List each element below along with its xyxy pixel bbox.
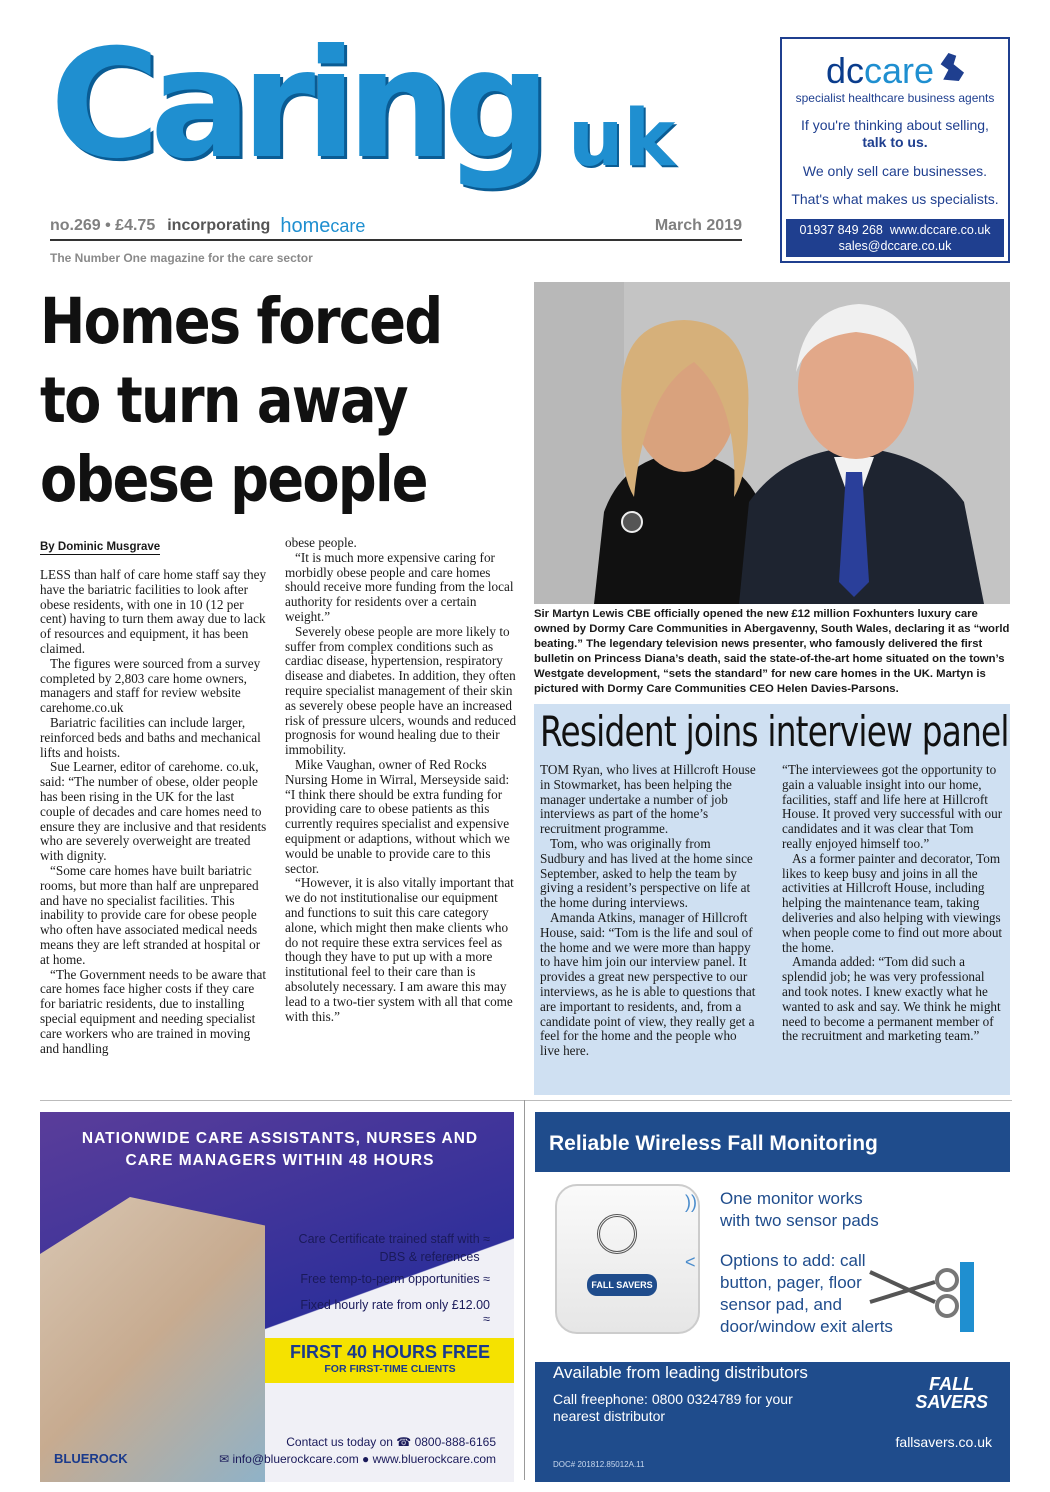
speaker-icon — [597, 1214, 637, 1254]
bluerock-logo: BLUEROCK — [54, 1451, 128, 1466]
sensor-cable-icon — [865, 1262, 975, 1332]
incorporating-label: incorporating — [167, 217, 271, 234]
dccare-line-3: That's what makes us specialists. — [791, 191, 999, 208]
fallsavers-phone: Call freephone: 0800 0324789 for your nearest distributor — [553, 1391, 793, 1424]
bluerock-contact: Contact us today on ☎ 0800-888-6165 ✉ info@bluerockcare.com ● www.bluerockcare.com — [219, 1435, 496, 1466]
free-hours-banner: FIRST 40 HOURS FREE FOR FIRST-TIME CLIENTS — [265, 1338, 514, 1383]
wifi-icon: )) — [685, 1192, 697, 1212]
uk-map-icon — [938, 53, 964, 81]
masthead-logo — [48, 18, 698, 205]
device-logo: FALL SAVERS — [587, 1274, 657, 1296]
dccare-contact: 01937 849 268 www.dccare.co.uk sales@dccare.co.uk — [786, 219, 1004, 258]
fallsavers-feature-1: One monitor works with two sensor pads — [720, 1189, 879, 1230]
tagline: The Number One magazine for the care sector — [50, 251, 313, 265]
dccare-advert[interactable] — [780, 37, 1010, 263]
divider — [524, 1100, 525, 1480]
opening-photo — [534, 282, 1010, 604]
bluerock-bullet: Free temp-to-perm opportunities ≈ — [300, 1272, 490, 1286]
photo-caption: Sir Martyn Lewis CBE officially opened the new £12 million Foxhunters luxury care owned by Dormy Care Communities in Abergavenny, South Wales, declaring it as “world beating.” The legendary television news presenter, who famously delivered the first bulletin on Princess Diana’s death, said the state-of-the-art home situated on the town’s Westgate development, “sets the standard” for new care homes in the UK. Martyn is pictured with Dormy Care Communities CEO Helen Davies-Parsons. — [534, 608, 1010, 695]
dccare-line-2: We only sell care businesses. — [802, 162, 988, 179]
resident-headline: Resident joins interview panel — [540, 707, 1009, 756]
dccare-subtitle: specialist healthcare business agents — [795, 91, 995, 105]
lead-column-1: LESS than half of care home staff say they have the bariatric facilities to look after obese residents, with one in 10 (12 per cent) having to turn them away due to lack of resources and equipment, it has been claimed. The figures were sourced from a survey completed by 2,803 care home owners, managers and staff for review website carehome.co.uk Bariatric facilities can include larger, reinforced beds and baths and mechanical lifts and hoists. Sue Learner, editor of carehome. co.uk, said: “The number of obese, older people has been rising in the UK for the last couple of decades and care homes need to ensure they are inclusive and that residents who are severely overweight are treated with dignity. “Some care homes have built bariatric rooms, but more than half are unprepared and have no specialist facilities. This inability to provide care for obese people who often have associated medical needs means they are left stranded at hospital or at home. “The Government needs to be aware that care homes face higher costs if they care for bariatric residents, due to installing special equipment and needing specialist care workers who are trained in moving and handling — [40, 567, 267, 1056]
resident-column-1: TOM Ryan, who lives at Hillcroft House in Stowmarket, has been helping the manager undertake a number of job interviews as part of the home’s recruitment programme. Tom, who was originally from Sudbury and has lived at the home since September, asked to help the team by giving a resident’s perspective on life at the home during interviews. Amanda Atkins, manager of Hillcroft House, said: “Tom is the life and soul of the home and we were more than happy to have him join our interview panel. It provides a great new perspective to our interviews, as he is able to questions that are important to residents, and, from a candidate point of view, they really get a feel for the home and the people who live here. — [540, 762, 756, 1059]
byline: By Dominic Musgrave — [40, 541, 161, 553]
bluerock-advert[interactable] — [40, 1112, 514, 1482]
resident-column-2: “The interviewees got the opportunity to gain a valuable insight into our home, facilities, staff and life here at Hillcroft House. It proved very successful with our candidates and it was clear that Tom really enjoyed himself too.” As a former painter and decorator, Tom likes to keep busy and joins in all the activities at Hillcroft House, including helping the maintenance team, taking deliveries and also helping with viewings when people come to find out more about the home. Amanda added: “Tom did such a splendid job; he was very professional and took notes. I knew exactly what he wanted to ask and say. We think he might need to become a permanent member of the recruitment and marketing team.” — [782, 762, 1003, 1044]
issue-number: no.269 • £4.75 — [50, 217, 156, 234]
bluerock-bullet: Fixed hourly rate from only £12.00 ≈ — [300, 1298, 490, 1326]
dccare-logo: dccare — [782, 53, 1008, 89]
bluerock-title: NATIONWIDE CARE ASSISTANTS, NURSES AND CARE MANAGERS WITHIN 48 HOURS — [81, 1130, 479, 1169]
homecare-logo: homecare — [280, 215, 366, 237]
doc-number: DOC# 201812.85012A.11 — [553, 1460, 645, 1469]
logo-uk: uk — [568, 94, 676, 184]
share-icon: < — [685, 1252, 696, 1272]
issue-date: March 2019 — [654, 217, 742, 234]
lead-column-2: obese people. “It is much more expensive caring for morbidly obese people and care homes should receive more funding from the local authority for residents over a certain weight.” Severely obese people are more likely to suffer from complex conditions such as cardiac disease, hypertension, respiratory disease and diabetes. In addition, they often require specialist management of their skin as severely obese people have an increased risk of pressure ulcers, wounds and reduced prognosis for wound healing due to their immobility. Mike Vaughan, owner of Red Rocks Nursing Home in Wirral, Merseyside said: “I think there should be extra funding for providing care to obese patients as this currently requires specialist and expensive equipment or adaptions, without which we would be unable to provide care to this sector. “However, it is also vitally important that we do not institutionalise our equipment and functions to suit this care category alone, which might then make clients who do not require these extra services feel as though they have to put up with a more institutional feel to their care than is absolutely necessary. I am aware this may lead to a two-tier system with all that come with this.” — [285, 535, 517, 1024]
monitor-device-image — [555, 1184, 700, 1334]
bluerock-bullet: Care Certificate trained staff with ≈ DBS & references — [298, 1232, 490, 1264]
dccare-line-1: If you're thinking about selling, talk to us. — [801, 117, 989, 150]
fallsavers-website[interactable]: fallsavers.co.uk — [895, 1434, 992, 1450]
logo-caring: Caring — [50, 18, 541, 192]
issue-bar — [50, 213, 742, 241]
fallsavers-advert[interactable] — [535, 1112, 1010, 1482]
fallsavers-feature-2: Options to add: call button, pager, floor sensor pad, and door/window exit alerts — [720, 1251, 893, 1336]
fallsavers-title: Reliable Wireless Fall Monitoring — [549, 1132, 878, 1155]
fallsavers-logo: FALL SAVERS — [915, 1374, 988, 1412]
fallsavers-availability: Available from leading distributors — [553, 1363, 808, 1382]
divider — [40, 1100, 1012, 1101]
lead-headline: Homes forced to turn away obese people — [40, 285, 442, 516]
